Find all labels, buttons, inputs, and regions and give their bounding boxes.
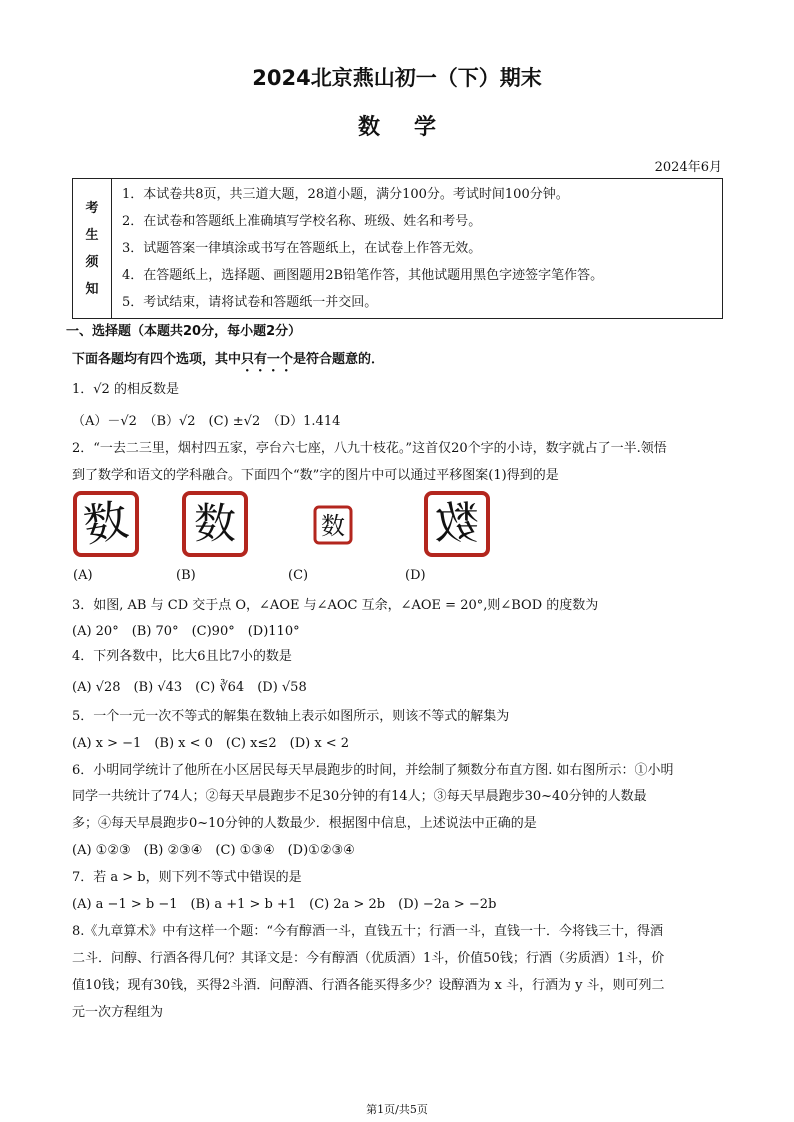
question-2-stem: 2．“一去二三里，烟村四五家，亭台六七座，八九十枝花。”这首仅20个字的小诗，数字就占了一半.领悟 — [72, 441, 667, 456]
instruction-part: 下面各题均有四个选项，其中 — [72, 352, 242, 367]
q2-option-label: (B) — [176, 568, 196, 583]
question-8-stem: 8.《九章算术》中有这样一个题：“今有醇酒一斗，直钱五十；行酒一斗，直钱一十．今将钱三十，得酒 — [72, 924, 664, 939]
instruction-part: 是符合题意的． — [293, 352, 385, 367]
question-8-stem: 值10钱；现有30钱，买得2斗酒．问醇酒、行酒各能买得多少？设醇酒为 x 斗，行酒为 y 斗，则可列二 — [72, 978, 665, 993]
question-6-stem: 多；④每天早晨跑步0~10分钟的人数最少．根据图中信息，上述说法中正确的是 — [72, 816, 537, 831]
subject-heading: 数学 — [357, 115, 470, 140]
notice-label-char: 知 — [85, 281, 99, 297]
exam-notice-box — [72, 178, 723, 319]
page-footer: 第1页/共5页 — [366, 1103, 428, 1116]
question-4-options: (A) √28 (B) √43 (C) ∛64 (D) √58 — [72, 680, 307, 695]
question-2-stem: 到了数学和语文的学科融合。下面四个“数”字的图片中可以通过平移图案(1)得到的是 — [72, 468, 559, 483]
question-3-options: (A) 20° (B) 70° (C)90° (D)110° — [72, 624, 300, 639]
question-3-stem: 3．如图, AB 与 CD 交于点 O，∠AOE 与∠AOC 互余，∠AOE = 20°,则∠BOD 的度数为 — [72, 598, 599, 613]
question-4-stem: 4．下列各数中，比大6且比7小的数是 — [72, 649, 292, 664]
question-8-stem: 二斗．问醇、行酒各得几何？其译文是：今有醇酒（优质酒）1斗，价值50钱；行酒（劣质酒）1斗，价 — [72, 951, 665, 966]
q2-image-c-char: 数 — [321, 512, 345, 540]
q2-option-label: (D) — [405, 568, 426, 583]
q2-image-c — [313, 505, 353, 545]
notice-item: 5．考试结束，请将试卷和答题纸一并交回。 — [122, 295, 378, 310]
section-heading: 一、选择题（本题共20分，每小题2分） — [66, 324, 302, 339]
q2-image-d-char: 数 — [435, 498, 479, 549]
question-6-stem: 同学一共统计了74人；②每天早晨跑步不足30分钟的有14人；③每天早晨跑步30~40分钟的人数最 — [72, 789, 647, 804]
question-8-stem: 元一次方程组为 — [72, 1005, 164, 1020]
notice-label — [73, 179, 112, 319]
notice-items — [112, 179, 723, 319]
page-title: 2024北京燕山初一（下）期末 — [252, 66, 542, 90]
q2-image-b — [182, 491, 248, 557]
question-5-options: (A) x > −1 (B) x < 0 (C) x≤2 (D) x < 2 — [72, 736, 350, 751]
q2-option-label: (C) — [288, 568, 309, 583]
q2-image-d — [424, 491, 490, 557]
question-6-options: (A) ①②③ (B) ②③④ (C) ①③④ (D)①②③④ — [72, 843, 355, 858]
instruction-emphasis: 只有一个 — [241, 352, 294, 367]
notice-label-char: 须 — [85, 254, 99, 270]
question-1-stem: 1．√2 的相反数是 — [72, 382, 179, 397]
q2-option-label: (A) — [73, 568, 93, 583]
notice-item: 1．本试卷共8页，共三道大题，28道小题，满分100分。考试时间100分钟。 — [122, 187, 569, 202]
question-7-stem: 7．若 a > b，则下列不等式中错误的是 — [72, 870, 302, 885]
notice-item: 3．试题答案一律填涂或书写在答题纸上，在试卷上作答无效。 — [122, 241, 482, 256]
question-7-options: (A) a −1 > b −1 (B) a +1 > b +1 (C) 2a > 2b (D) −2a > −2b — [72, 897, 497, 912]
notice-label-char: 生 — [85, 227, 99, 243]
q2-image-a — [73, 491, 139, 557]
notice-label-char: 考 — [85, 200, 99, 216]
notice-item: 2．在试卷和答题纸上准确填写学校名称、班级、姓名和考号。 — [122, 214, 482, 229]
exam-date: 2024年6月 — [654, 160, 722, 175]
notice-item: 4．在答题纸上，选择题、画图题用2B铅笔作答，其他试题用黑色字迹签字笔作答。 — [122, 268, 604, 283]
question-6-stem: 6．小明同学统计了他所在小区居民每天早晨跑步的时间，并绘制了频数分布直方图. 如右图所示：①小明 — [72, 763, 674, 778]
question-5-stem: 5．一个一元一次不等式的解集在数轴上表示如图所示，则该不等式的解集为 — [72, 709, 510, 724]
question-1-options: （A）－√2 （B）√2 (C) ±√2 （D）1.414 — [72, 414, 341, 429]
q2-image-a-char: 数 — [79, 494, 133, 553]
section-instruction — [72, 348, 384, 375]
q2-image-b-char: 数 — [193, 499, 237, 548]
